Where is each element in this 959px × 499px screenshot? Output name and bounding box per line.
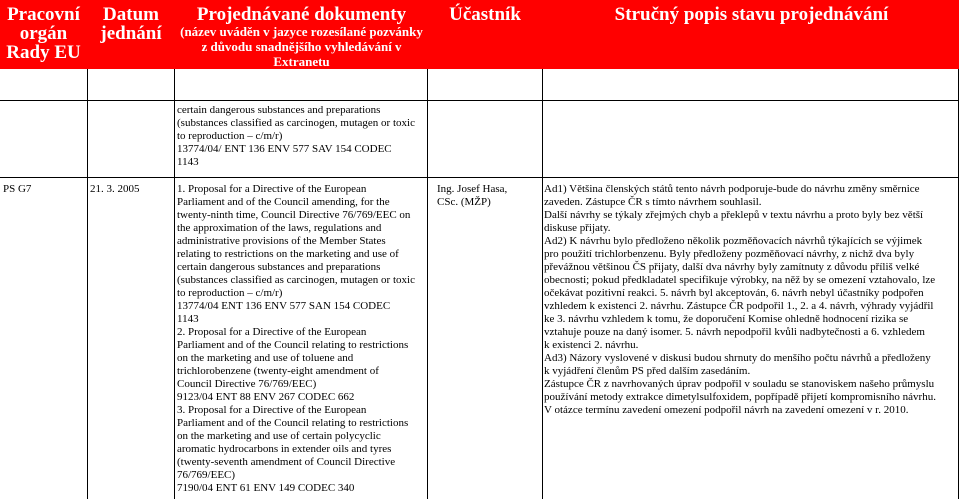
column-divider xyxy=(87,69,88,499)
header-participant xyxy=(428,5,542,24)
header-documents-title: Projednávané dokumenty xyxy=(196,4,407,25)
header-documents xyxy=(176,5,427,84)
header-organ xyxy=(0,5,87,62)
header-organ-line3: Rady EU xyxy=(6,42,81,63)
description-paragraph-4: Zástupce ČR z navrhovaných úprav podpořil v souladu se stanoviskem našeho průmyslu používání metody extrakce dimetylsulfoxidem, popřípadě přijetí kompromisního návrhu. V otázce termínu zavedení omezení podpořil návrh na zavedení omezení v r. 2010. xyxy=(544,378,936,416)
description-paragraph-1: Ad1) Většina členských států tento návrh podporuje-bude do návrhu změny směrnice zaveden. Zástupce ČR s tímto návrhem souhlasil. Další návrhy se týkaly zřejmých chyb a překlepů v textu návrhu a proto byly bez větší diskuse přijaty. xyxy=(544,183,924,234)
document-item-1: 1. Proposal for a Directive of the European Parliament and of the Council amending, for the twenty-ninth time, Council Directive 76/769/EEC on the approximation of the laws, regulations and administrative provisions of the Member States relating to restrictions on the marketing and use of certain dangerous substances and preparations (substances classified as carcinogen, mutagen or toxic to reproduction – c/m/r) 13774/04 ENT 136 ENV 577 SAN 154 CODEC 1143 xyxy=(177,183,415,325)
header-organ-line1: Pracovní xyxy=(7,4,80,25)
header-organ-line2: orgán xyxy=(19,23,68,44)
header-date-line2: jednání xyxy=(100,23,162,44)
document-item-2: 2. Proposal for a Directive of the European Parliament and of the Council relating to restrictions on the marketing and use of toluene and trichlorobenzene (twenty-eight amendment of Council Directive 76/769/EEC) 9123/04 ENT 88 ENV 267 CODEC 662 xyxy=(177,326,409,403)
previous-row-documents xyxy=(177,104,425,169)
document-item-3: 3. Proposal for a Directive of the European Parliament and of the Council relating to restrictions on the marketing and use of certain polycyclic aromatic hydrocarbons in extender oils and tyres (twenty-seventh amendment of Council Directive 76/769/EEC) 7190/04 ENT 61 ENV 149 CODEC 340 xyxy=(177,404,409,494)
header-participant-title: Účastník xyxy=(449,4,521,25)
row-participant xyxy=(437,183,540,209)
header-description xyxy=(544,5,959,24)
header-documents-sub3: apod.) xyxy=(283,69,320,84)
row-organ xyxy=(3,183,85,196)
row-description xyxy=(544,183,956,417)
header-date-line1: Datum xyxy=(103,4,159,25)
row-separator xyxy=(0,177,959,178)
row-documents xyxy=(177,183,425,495)
column-divider xyxy=(427,69,428,499)
header-documents-sub1: (název uváděn v jazyce rozesílané pozvánky xyxy=(180,24,423,39)
row-separator-top xyxy=(0,100,959,101)
row-participant-text: Ing. Josef Hasa, CSc. (MŽP) xyxy=(437,183,508,208)
description-paragraph-3: Ad3) Názory vyslovené v diskusi budou shrnuty do menšího počtu návrhů a předloženy k vyjádření členům PS před dalším zasedáním. xyxy=(544,352,931,377)
header-description-title: Stručný popis stavu projednávání xyxy=(614,4,889,25)
previous-row-documents-text: certain dangerous substances and preparations (substances classified as carcinogen, mutagen or toxic to reproduction – c/m/r) 13774/04/ ENT 136 ENV 577 SAV 154 CODEC 1143 xyxy=(177,104,415,168)
row-organ-text: PS G7 xyxy=(3,183,32,195)
row-date xyxy=(90,183,172,196)
column-divider xyxy=(174,69,175,499)
header-date xyxy=(88,5,174,43)
header-documents-sub2: z důvodu snadnějšího vyhledávání v Extranetu xyxy=(201,39,402,69)
table-header xyxy=(0,0,959,84)
column-divider xyxy=(542,69,543,499)
row-date-text: 21. 3. 2005 xyxy=(90,183,140,195)
description-paragraph-2: Ad2) K návrhu bylo předloženo několik pozměňovacích návrhů týkajících se výjimek pro použití trichlorbenzenu. Byly předloženy pozměňovací návrhy, z nichž dva byly převážnou většinou ČS přijaty, další dva návrhy byly zamítnuty z důvodu příliš velké obecnosti; pokud předkladatel specifikuje výrobky, na něž by se omezení vztahovalo, lze očekávat pozitivní reakci. 5. návrh byl akceptován, 6. návrh nebyl účastníky podpořen vzhledem k existenci 2. návrhu. Zástupce ČR podpořil 1., 2. a 4. návrh, výhrady vyjádřil ke 3. návrhu vzhledem k tomu, že doporučení Komise ohledně hodnocení rizika se vztahuje pouze na daný isomer. 5. návrh nepodpořil kvůli nadbytečnosti a 6. vzhledem k existenci 2. návrhu. xyxy=(544,235,936,351)
